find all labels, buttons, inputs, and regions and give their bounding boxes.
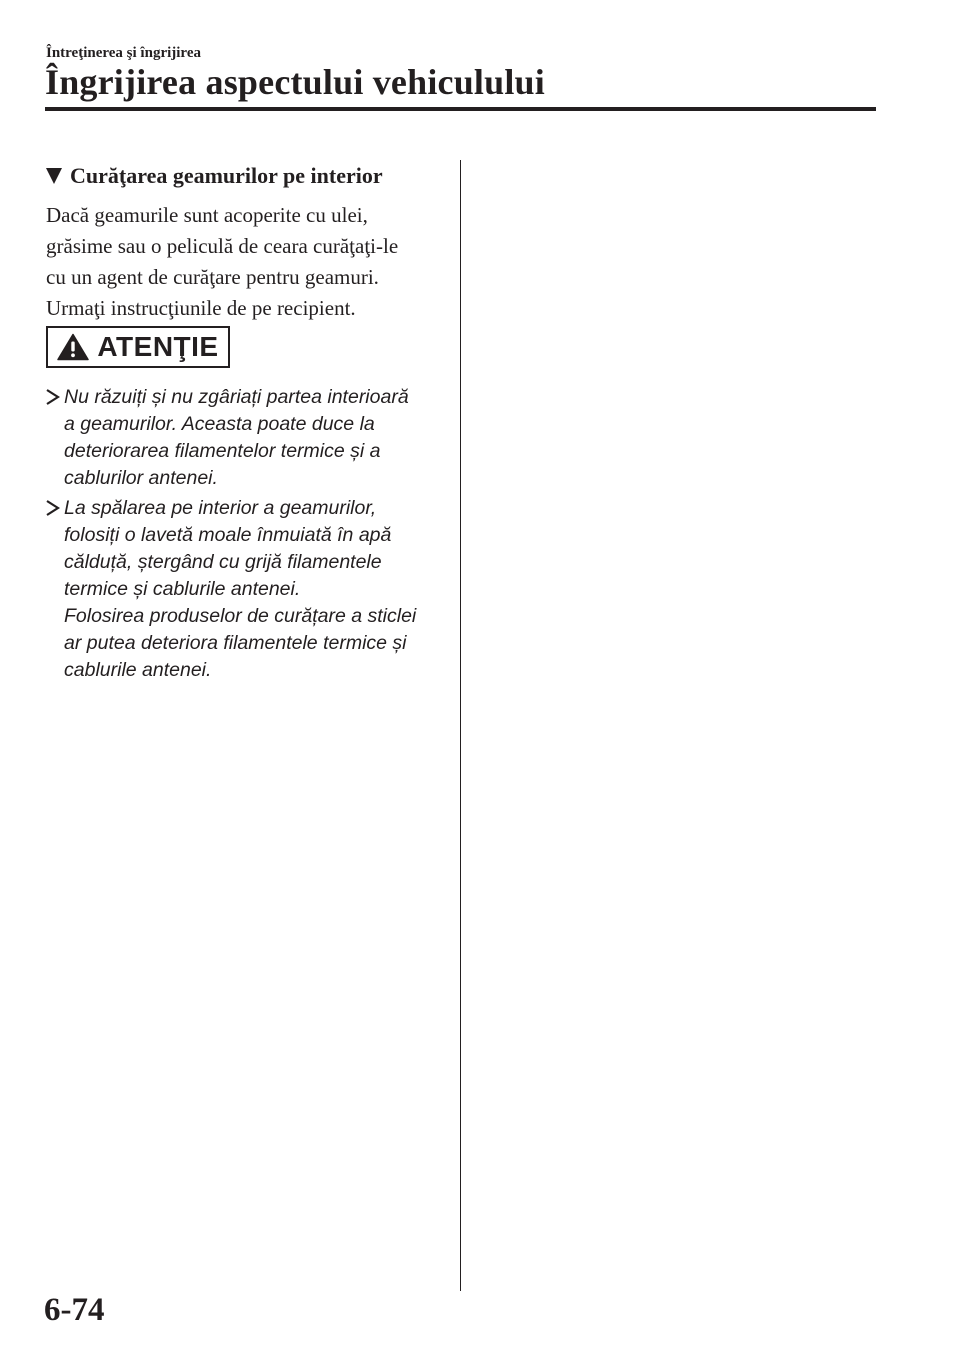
header-divider [45,107,876,111]
list-item-line: cablurile antenei. [64,659,212,681]
page-number: 6-74 [44,1292,105,1328]
list-item-line: folosiți o lavetă moale înmuiată în apă [64,524,392,546]
list-item-line: Nu răzuiți și nu zgâriați partea interioară [64,386,409,408]
body-line: Urmaţi instrucţiunile de pe recipient. [46,296,356,320]
list-item-line: termice și cablurile antenei. [64,578,301,600]
column-divider [460,160,461,1291]
list-item-line: deteriorarea filamentelor termice și a [64,440,381,462]
list-item-line: Folosirea produselor de curățare a sticlei [64,605,417,627]
bullet-arrow-icon [46,389,60,405]
section-body [46,200,446,324]
section-heading [46,162,383,190]
list-item-line: cablurilor antenei. [64,467,218,489]
triangle-marker-icon [46,168,62,184]
caution-list [46,384,446,687]
list-item-line: a geamurilor. Aceasta poate duce la [64,413,375,435]
page-title: Îngrijirea aspectului vehiculului [45,62,545,102]
section-heading-text: Curăţarea geamurilor pe interior [70,163,383,188]
caution-box [46,326,230,368]
body-line: cu un agent de curăţare pentru geamuri. [46,265,379,289]
list-item-line: călduță, ștergând cu grijă filamentele [64,551,382,573]
list-item-line: ar putea deteriora filamentele termice și [64,632,407,654]
list-item [46,495,446,684]
warning-triangle-icon [57,333,89,361]
body-line: grăsime sau o peliculă de ceara curăţaţi-le [46,234,399,258]
bullet-arrow-icon [46,500,60,516]
body-line: Dacă geamurile sunt acoperite cu ulei, [46,203,368,227]
chapter-title: Întreţinerea şi îngrijirea [46,45,201,61]
list-item [46,384,446,492]
caution-label: ATENŢIE [97,331,219,362]
list-item-line: La spălarea pe interior a geamurilor, [64,497,377,519]
